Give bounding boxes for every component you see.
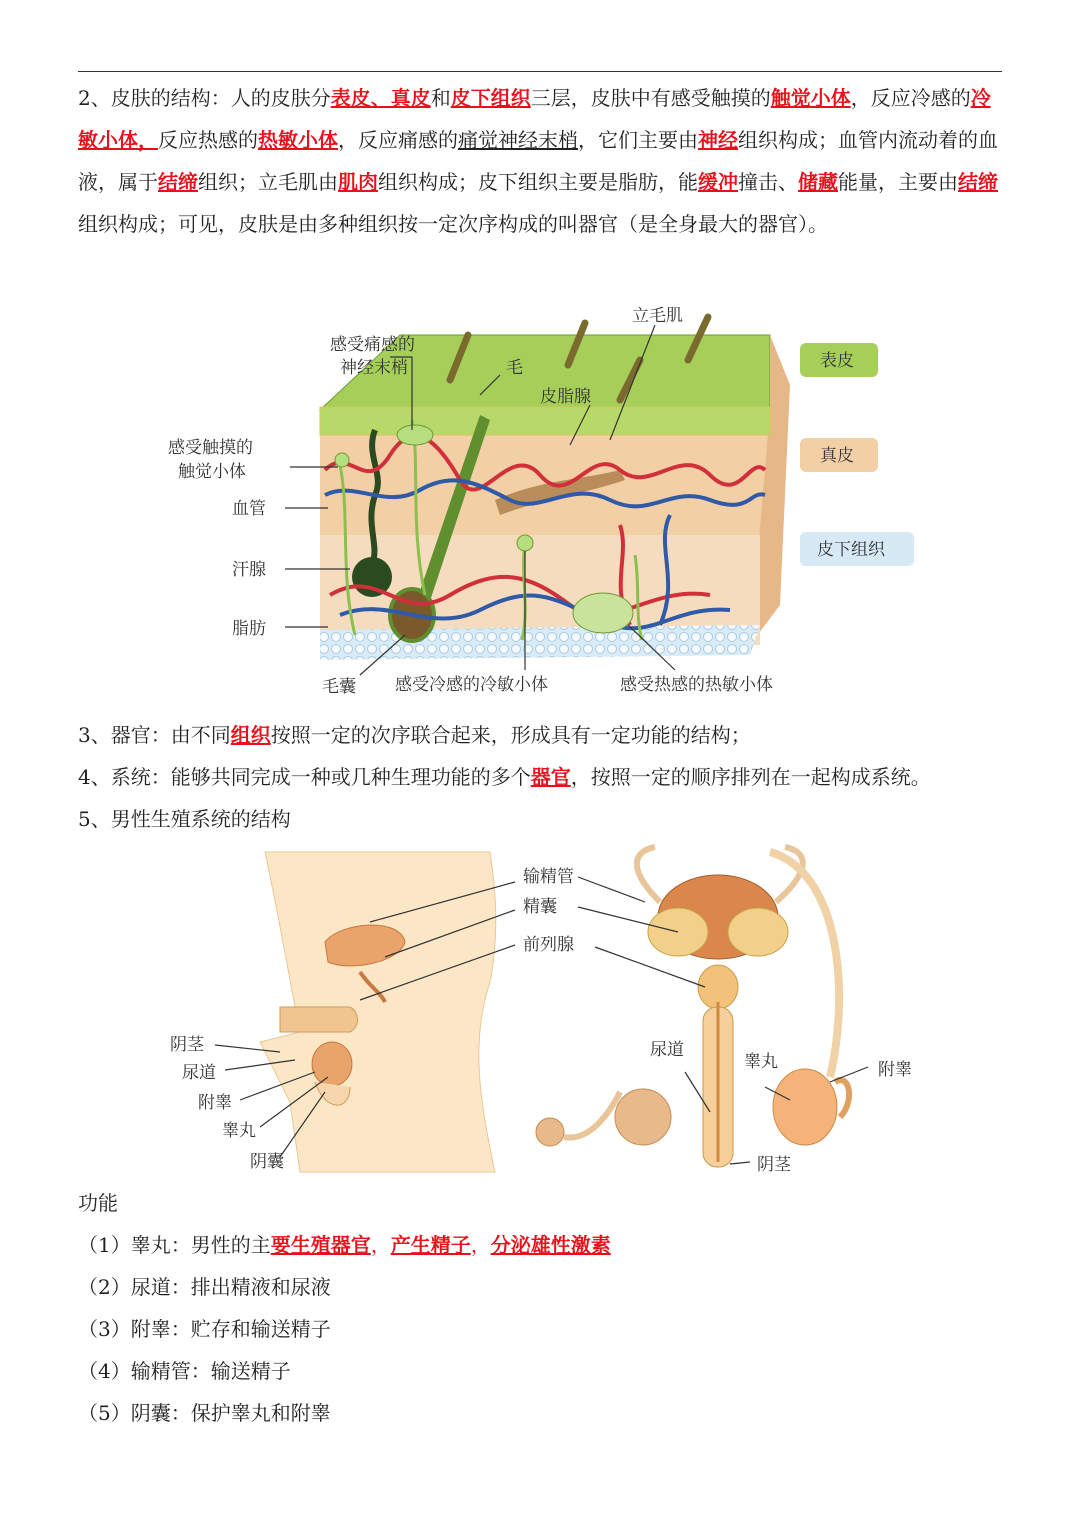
keyword-main-organ: 要生殖器官 <box>270 1233 371 1257</box>
text: 三层，皮肤中有感受触摸的 <box>530 86 771 110</box>
label-vessel: 血管 <box>232 499 266 519</box>
male-reproductive-diagram <box>150 842 930 1182</box>
label-epididymis-left: 附睾 <box>198 1093 232 1113</box>
text: 组织；立毛肌由 <box>198 170 338 194</box>
keyword-connective: 结缔 <box>158 170 198 194</box>
keyword-epidermis-dermis: 表皮、真皮 <box>330 86 431 110</box>
top-rule <box>78 71 1002 72</box>
text: ，反应痛感的 <box>338 128 458 152</box>
keyword-store: 储藏 <box>798 170 838 194</box>
organ-definition <box>78 721 751 749</box>
text: ，反应冷感的 <box>850 86 971 110</box>
frontal-view <box>536 847 849 1167</box>
text: ， <box>470 1233 491 1257</box>
label-testis-left: 睾丸 <box>222 1121 256 1141</box>
keyword-sperm: 产生精子 <box>390 1233 471 1257</box>
legend-subcutis: 皮下组织 <box>817 540 885 560</box>
text: ，它们主要由 <box>578 128 698 152</box>
label-prostate: 前列腺 <box>523 935 574 955</box>
keyword-nerve: 神经 <box>698 128 738 152</box>
label-touch-2: 触觉小体 <box>178 462 246 482</box>
keyword-touch-corpuscle: 触觉小体 <box>770 86 851 110</box>
pain-nerve-ending <box>397 425 433 445</box>
keyword-tissue: 组织 <box>230 723 271 747</box>
touch-corpuscle <box>335 453 349 467</box>
text: 能量，主要由 <box>838 170 958 194</box>
label-heat: 感受热感的热敏小体 <box>620 675 773 695</box>
text: ，按照一定的顺序排列在一起构成系统。 <box>570 765 931 789</box>
keyword-hormone: 分泌雄性激素 <box>490 1233 611 1257</box>
text: 2、皮肤的结构：人的皮肤分 <box>78 86 331 110</box>
text: （1）睾丸：男性的主 <box>78 1233 271 1257</box>
keyword-buffer: 缓冲 <box>698 170 738 194</box>
label-urethra-right: 尿道 <box>650 1040 684 1060</box>
keyword-cold-corpuscle: 冷敏小体， <box>78 86 991 152</box>
sagittal-view <box>260 852 496 1172</box>
functions-title: 功能 <box>78 1191 118 1215</box>
text: 组织构成；血管内流动着的血液，属于 <box>78 128 998 194</box>
text: 撞击、 <box>738 170 798 194</box>
male-system-title: 5、男性生殖系统的结构 <box>78 807 291 831</box>
label-scrotum-left: 阴囊 <box>250 1152 284 1172</box>
function-vas-deferens: （4）输精管：输送精子 <box>78 1359 291 1383</box>
label-pain-1: 感受痛感的 <box>330 335 415 355</box>
text: 4、系统：能够共同完成一种或几种生理功能的多个 <box>78 765 531 789</box>
function-testis <box>78 1231 611 1259</box>
text: 3、器官：由不同 <box>78 723 231 747</box>
label-follicle: 毛囊 <box>322 677 356 697</box>
cold-corpuscle <box>517 535 533 551</box>
function-urethra: （2）尿道：排出精液和尿液 <box>78 1275 331 1299</box>
legend-epidermis: 表皮 <box>820 351 854 371</box>
text: 按照一定的次序联合起来，形成具有一定功能的结构； <box>270 723 751 747</box>
label-urethra-left: 尿道 <box>182 1063 216 1083</box>
keyword-connective-2: 结缔 <box>958 170 998 194</box>
text: 反应热感的 <box>158 128 258 152</box>
label-arrector: 立毛肌 <box>632 306 683 326</box>
label-cold: 感受冷感的冷敏小体 <box>395 675 548 695</box>
keyword-muscle: 肌肉 <box>338 170 378 194</box>
text: ， <box>370 1233 391 1257</box>
function-epididymis: （3）附睾：贮存和输送精子 <box>78 1317 331 1341</box>
keyword-heat-corpuscle: 热敏小体 <box>258 128 338 152</box>
function-scrotum: （5）阴囊：保护睾丸和附睾 <box>78 1401 331 1425</box>
text: 组织构成；可见，皮肤是由多种组织按一定次序构成的叫器官（是全身最大的器官）。 <box>78 212 828 236</box>
text: 组织构成；皮下组织主要是脂肪，能 <box>378 170 698 194</box>
system-definition <box>78 763 931 791</box>
label-pain-2: 神经末梢 <box>340 358 408 378</box>
label-penis-left: 阴茎 <box>170 1035 204 1055</box>
skin-structure-paragraph <box>78 77 1008 245</box>
keyword-subcutis: 皮下组织 <box>450 86 531 110</box>
layer-legend <box>800 343 914 566</box>
label-testis-right: 睾丸 <box>744 1052 778 1072</box>
label-epididymis-right: 附睾 <box>878 1060 912 1080</box>
heat-corpuscle <box>573 593 633 633</box>
underlined-pain-nerve: 痛觉神经末梢 <box>458 128 578 152</box>
skin-diagram <box>150 295 930 705</box>
label-fat: 脂肪 <box>232 619 266 639</box>
text: 和 <box>430 86 451 110</box>
legend-dermis: 真皮 <box>820 446 854 466</box>
label-vas: 输精管 <box>523 867 574 887</box>
label-sweat: 汗腺 <box>232 560 266 580</box>
label-hair: 毛 <box>506 358 523 378</box>
label-sebaceous: 皮脂腺 <box>540 387 591 407</box>
label-penis-right: 阴茎 <box>757 1155 791 1175</box>
label-touch-1: 感受触摸的 <box>168 438 253 458</box>
label-seminal: 精囊 <box>523 897 557 917</box>
keyword-organ: 器官 <box>530 765 571 789</box>
